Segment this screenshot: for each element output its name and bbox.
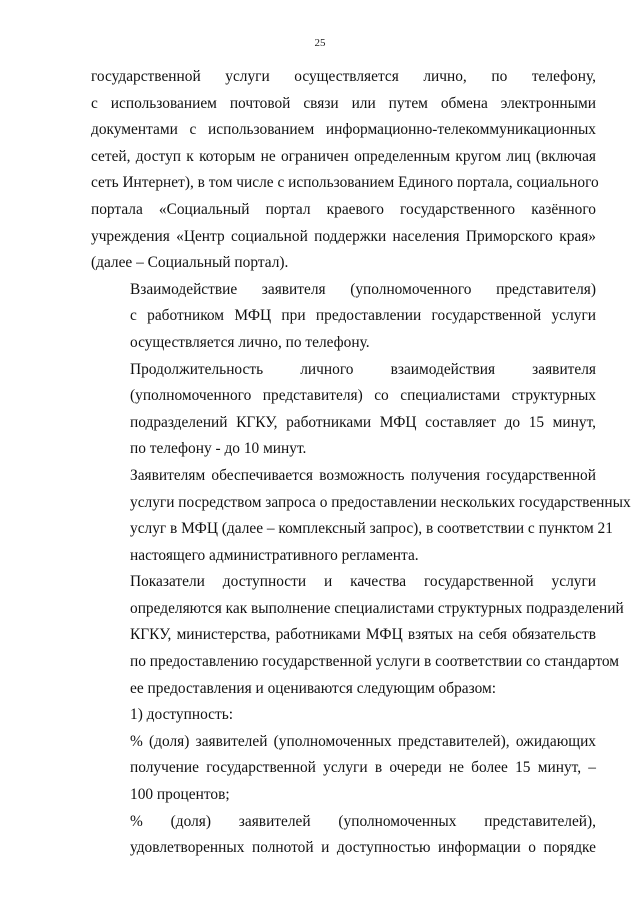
text-line: (уполномоченного представителя) со специалистами структурных [130,387,596,405]
paragraph [91,357,596,463]
paragraph [91,64,599,277]
text-line: % (доля) заявителей (уполномоченных представителей), ожидающих [130,732,596,750]
text-line: получение государственной услуги в очереди не более 15 минут, – [130,759,596,777]
text-line: учреждения «Центр социальной поддержки населения Приморского края» [91,227,596,245]
text-line: государственной услуги осуществляется лично, по телефону, [91,68,596,85]
paragraph [91,569,624,702]
text-line: Продолжительность личного взаимодействия заявителя [130,360,596,378]
text-line: по предоставлению государственной услуги в соответствии со стандартом [130,653,619,671]
text-line: (далее – Социальный портал). [91,254,289,272]
paragraph [91,463,631,569]
page-number: 25 [314,37,326,49]
text-line: документами с использованием информационно-телекоммуникационных [91,121,596,139]
text-line: с работником МФЦ при предоставлении государственной услуги [130,307,596,325]
text-line: подразделений КГКУ, работниками МФЦ составляет до 15 минут, [130,413,596,431]
text-line: ее предоставления и оцениваются следующим образом: [130,679,497,697]
paragraph [91,729,596,809]
text-line: сетей, доступ к которым не ограничен определенным кругом лиц (включая [91,147,596,165]
text-line: Показатели доступности и качества государственной услуги [130,573,596,591]
text-line: Взаимодействие заявителя (уполномоченного представителя) [130,280,596,298]
text-line: КГКУ, министерства, работниками МФЦ взятых на себя обязательств [130,626,596,644]
text-line: настоящего административного регламента. [130,546,419,564]
list-item [91,702,596,729]
text-line: портала «Социальный портал краевого государственного казённого [91,200,596,218]
text-line: удовлетворенных полнотой и доступностью информации о порядке [130,839,596,857]
paragraph [91,809,596,862]
text-line: Заявителям обеспечивается возможность получения государственной [130,466,596,484]
text-line: по телефону - до 10 минут. [130,440,307,458]
text-line: 100 процентов; [130,786,230,804]
paragraph [91,277,596,357]
text-line: % (доля) заявителей (уполномоченных представителей), [130,812,596,830]
text-line: услуги посредством запроса о предоставлении нескольких государственных [130,493,631,511]
document-body [91,64,631,862]
text-line: услуг в МФЦ (далее – комплексный запрос), в соответствии с пунктом 21 [130,520,613,538]
text-line: осуществляется лично, по телефону. [130,333,370,351]
text-line: сеть Интернет), в том числе с использованием Единого портала, социального [91,174,599,192]
text-line: определяются как выполнение специалистами структурных подразделений [130,599,624,617]
text-line: 1) доступность: [130,706,234,724]
text-line: с использованием почтовой связи или путем обмена электронными [91,94,596,112]
